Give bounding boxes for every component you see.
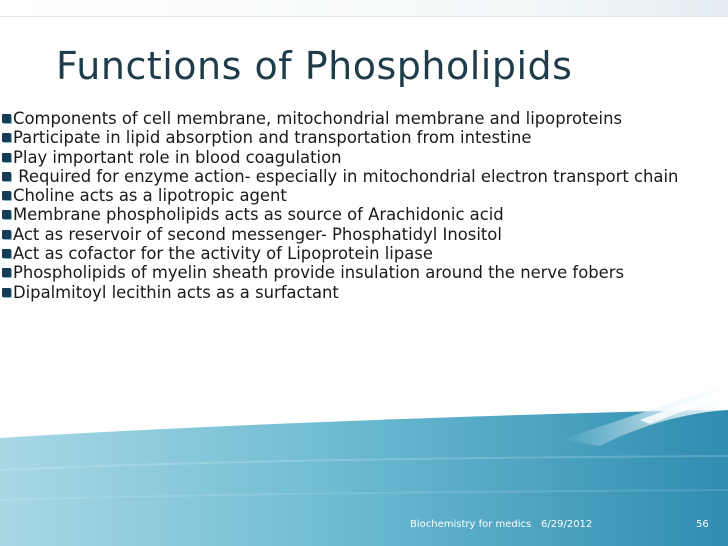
bullet-text: Dipalmitoyl lecithin acts as a surfactant	[13, 282, 339, 302]
bullet-item	[0, 128, 700, 147]
square-bullet-icon	[2, 210, 11, 219]
square-bullet-icon	[2, 114, 11, 123]
square-bullet-icon	[2, 172, 11, 181]
bullet-item	[0, 109, 700, 128]
bullet-item	[0, 167, 700, 186]
bullet-text: Choline acts as a lipotropic agent	[13, 186, 287, 206]
square-bullet-icon	[2, 288, 11, 297]
bullet-text: Phospholipids of myelin sheath provide insulation around the nerve fobers	[13, 263, 624, 283]
bullet-item	[0, 186, 700, 205]
bullet-text: Participate in lipid absorption and transportation from intestine	[13, 128, 532, 148]
square-bullet-icon	[2, 133, 11, 142]
bullet-item	[0, 283, 700, 302]
bullet-text: Act as reservoir of second messenger- Phosphatidyl Inositol	[13, 224, 502, 244]
square-bullet-icon	[2, 230, 11, 239]
square-bullet-icon	[2, 153, 11, 162]
footer-source: Biochemistry for medics	[410, 519, 532, 530]
footer-page-number: 56	[696, 519, 709, 530]
bullet-text: Required for enzyme action- especially in mitochondrial electron transport chain	[13, 166, 679, 186]
square-bullet-icon	[2, 249, 11, 258]
slide-title: Functions of Phospholipids	[56, 44, 573, 88]
bullet-item	[0, 244, 700, 263]
bullet-list	[0, 109, 700, 302]
bullet-text: Play important role in blood coagulation	[13, 147, 342, 167]
bullet-item	[0, 263, 700, 282]
bullet-item	[0, 205, 700, 224]
bullet-item	[0, 225, 700, 244]
bullet-text: Membrane phospholipids acts as source of Arachidonic acid	[13, 205, 504, 225]
bullet-text: Components of cell membrane, mitochondrial membrane and lipoproteins	[13, 109, 622, 128]
square-bullet-icon	[2, 268, 11, 277]
bullet-text: Act as cofactor for the activity of Lipoprotein lipase	[13, 244, 433, 264]
footer-date: 6/29/2012	[541, 519, 593, 530]
square-bullet-icon	[2, 191, 11, 200]
bullet-item	[0, 148, 700, 167]
